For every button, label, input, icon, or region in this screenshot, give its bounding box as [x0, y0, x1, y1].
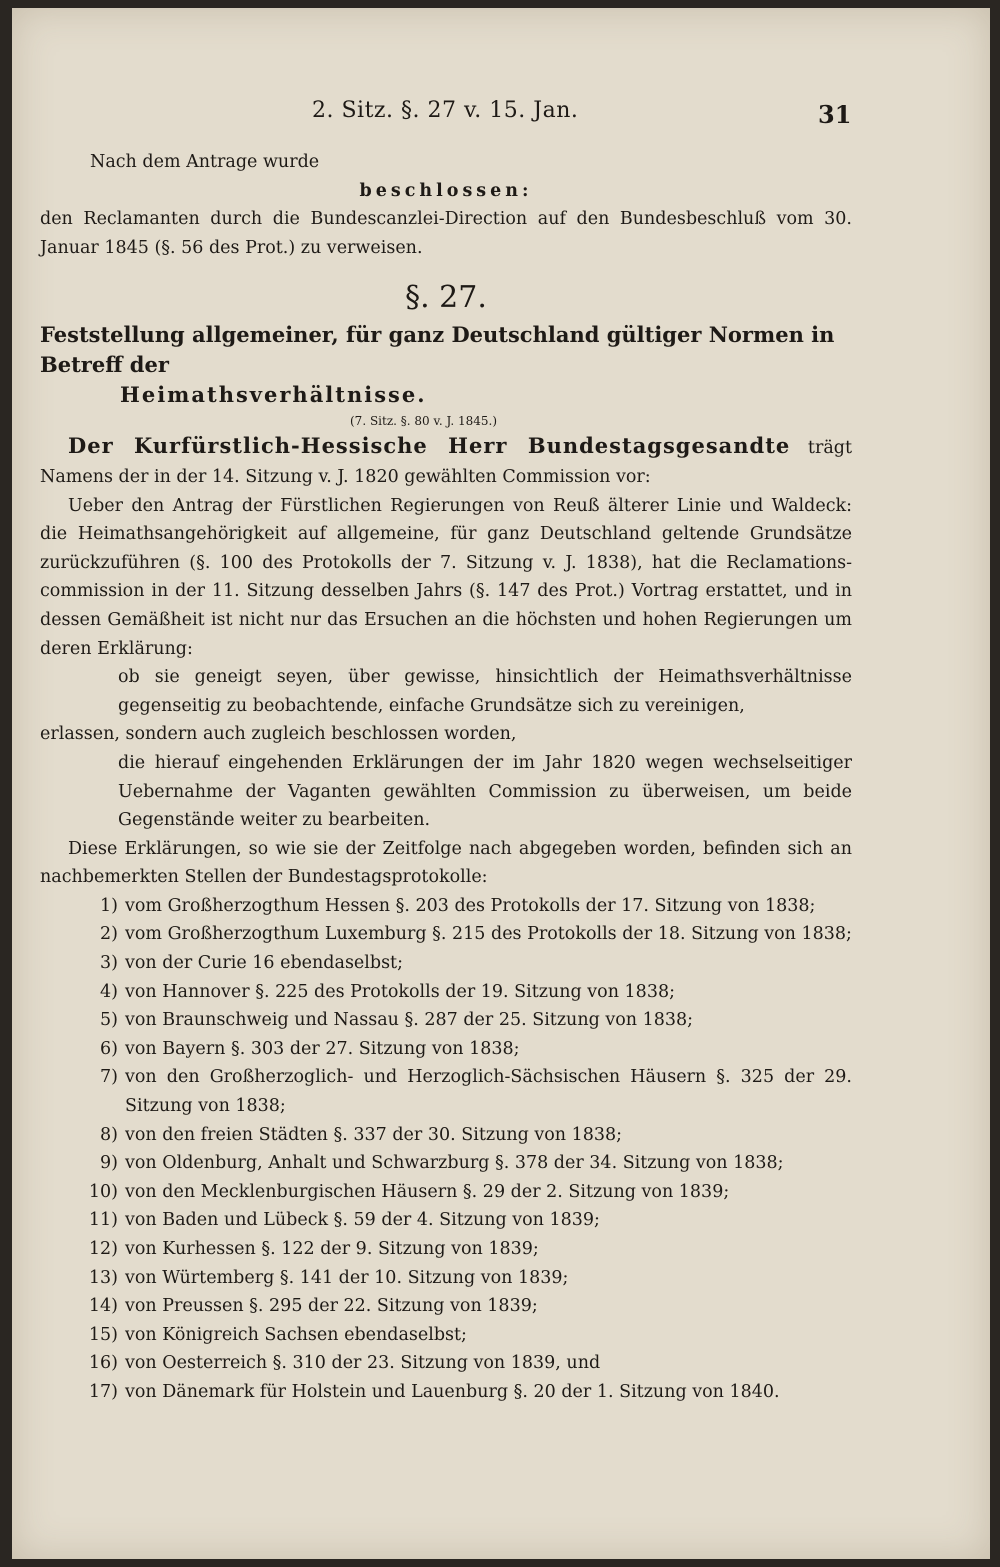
list-item	[40, 1006, 852, 1035]
section-title	[40, 320, 852, 410]
list-item-text: von den Großherzoglich- und Herzoglich-Sächsischen Häusern §. 325 der 29. Sitzung von 1838;	[125, 1067, 852, 1117]
report-mid-line: erlassen, sondern auch zugleich beschlossen worden,	[40, 724, 517, 745]
page-header	[12, 98, 990, 138]
section-title-line1: Feststellung allgemeiner, für ganz Deutschland gültiger Normen in Betreff der	[40, 322, 835, 378]
list-item-text: von der Curie 16 ebendaselbst;	[125, 953, 403, 974]
list-item	[40, 1378, 852, 1407]
list-item-number: 3)	[100, 953, 118, 974]
resolution-heading: beschlossen:	[359, 180, 533, 201]
list-item-number: 15)	[88, 1324, 118, 1345]
list-item-text: von den Mecklenburgischen Häusern §. 29 der 2. Sitzung von 1839;	[125, 1181, 730, 1202]
list-item-number: 8)	[100, 1124, 118, 1145]
list-item-number: 6)	[100, 1038, 118, 1059]
list-item-text: von Braunschweig und Nassau §. 287 der 25. Sitzung von 1838;	[125, 1010, 694, 1031]
report-lead: Der Kurfürstlich-Hessische Herr Bundestagsgesandte	[68, 433, 791, 459]
quote-2: die hierauf eingehenden Erklärungen der im Jahr 1820 wegen wechselseitiger Uebernahme der Vaganten gewählten Commission zu überweisen, um beide Gegenstände weiter zu bearbeiten.	[118, 752, 852, 831]
quote-1: ob sie geneigt seyen, über gewisse, hinsichtlich der Heimathsverhältnisse gegenseitig zu beobachtende, einfache Grundsätze sich zu vereinigen,	[118, 667, 852, 716]
list-item	[40, 949, 852, 978]
list-item-number: 7)	[100, 1067, 118, 1088]
section-reference: (7. Sitz. §. 80 v. J. 1845.)	[350, 414, 498, 429]
list-item-number: 4)	[100, 981, 118, 1002]
list-item	[40, 1178, 852, 1207]
list-item	[40, 978, 852, 1007]
list-item-number: 17)	[88, 1381, 118, 1402]
list-item	[40, 1149, 852, 1178]
list-item-text: von Kurhessen §. 122 der 9. Sitzung von 1839;	[125, 1239, 539, 1259]
page-body	[40, 148, 852, 1407]
report-paragraph-1: Ueber den Antrag der Fürstlichen Regierungen von Reuß älterer Linie und Waldeck: die Heimathsangehörigkeit auf allgemeine, für ganz Deutschland geltende Grundsätze zurückzuführen (§. 100 des Protokolls der 7. Sitzung v. J. 1838), hat die Reclamations-commission in der 11. Sitzung desselben Jahrs (§. 147 des Prot.) Vortrag erstattet, und in dessen Gemäßheit ist nicht nur das Ersuchen an die höchsten und hohen Regierungen um deren Erklärung:	[40, 495, 852, 659]
list-item-text: von Oesterreich §. 310 der 23. Sitzung von 1839, und	[125, 1353, 601, 1374]
list-item	[40, 1292, 852, 1321]
list-item-text: vom Großherzogthum Luxemburg §. 215 des Protokolls der 18. Sitzung von 1838;	[125, 924, 852, 945]
list-item-text: von Hannover §. 225 des Protokolls der 19. Sitzung von 1838;	[125, 981, 675, 1002]
section-title-line2: Heimathsverhältnisse.	[120, 382, 427, 408]
list-item-text: vom Großherzogthum Hessen §. 203 des Protokolls der 17. Sitzung von 1838;	[125, 895, 816, 916]
list-item	[40, 1235, 852, 1264]
resolution-text: den Reclamanten durch die Bundescanzlei-Direction auf den Bundesbeschluß vom 30. Januar 1845 (§. 56 des Prot.) zu verweisen.	[40, 209, 852, 258]
list-item-number: 1)	[100, 895, 118, 916]
list-item	[40, 1063, 852, 1120]
list-item	[40, 1035, 852, 1064]
list-item	[40, 1349, 852, 1378]
list-item-text: von Oldenburg, Anhalt und Schwarzburg §. 378 der 34. Sitzung von 1838;	[125, 1153, 784, 1174]
list-item-text: von Preussen §. 295 der 22. Sitzung von 1839;	[125, 1296, 538, 1317]
page-number: 31	[818, 100, 852, 129]
list-item	[40, 1264, 852, 1293]
running-head: 2. Sitz. §. 27 v. 15. Jan.	[312, 98, 579, 123]
list-item-number: 13)	[88, 1267, 118, 1288]
list-item-number: 16)	[88, 1353, 118, 1374]
report-paragraph-2: Diese Erklärungen, so wie sie der Zeitfolge nach abgegeben worden, befinden sich an nachbemerkten Stellen der Bundestagsprotokolle:	[40, 838, 852, 888]
report-intro	[40, 432, 852, 491]
list-item-number: 9)	[100, 1153, 118, 1174]
list-item	[40, 1321, 852, 1350]
list-item	[40, 920, 852, 949]
list-item-number: 11)	[88, 1210, 118, 1231]
list-item-text: von Königreich Sachsen ebendaselbst;	[125, 1324, 467, 1345]
document-page	[12, 8, 990, 1559]
list-item-number: 2)	[100, 924, 118, 945]
list-item-text: von den freien Städten §. 337 der 30. Sitzung von 1838;	[125, 1124, 623, 1145]
list-item-text: von Bayern §. 303 der 27. Sitzung von 1838;	[125, 1038, 520, 1059]
report-lead-rest: trägt Namens der in der 14. Sitzung v. J. 1820 gewählten Commission vor:	[40, 438, 852, 487]
list-item-number: 12)	[88, 1239, 118, 1259]
list-item	[40, 892, 852, 921]
section-number: §. 27.	[405, 280, 487, 316]
list-item-number: 10)	[88, 1181, 118, 1202]
list-item-text: von Dänemark für Holstein und Lauenburg §. 20 der 1. Sitzung von 1840.	[125, 1381, 780, 1402]
declarations-list	[40, 892, 852, 1407]
list-item-number: 5)	[100, 1010, 118, 1031]
list-item	[40, 1121, 852, 1150]
list-item-text: von Baden und Lübeck §. 59 der 4. Sitzung von 1839;	[125, 1210, 600, 1231]
list-item-text: von Würtemberg §. 141 der 10. Sitzung von 1839;	[125, 1267, 569, 1288]
intro-line: Nach dem Antrage wurde	[90, 152, 320, 172]
list-item-number: 14)	[88, 1296, 118, 1317]
list-item	[40, 1206, 852, 1235]
